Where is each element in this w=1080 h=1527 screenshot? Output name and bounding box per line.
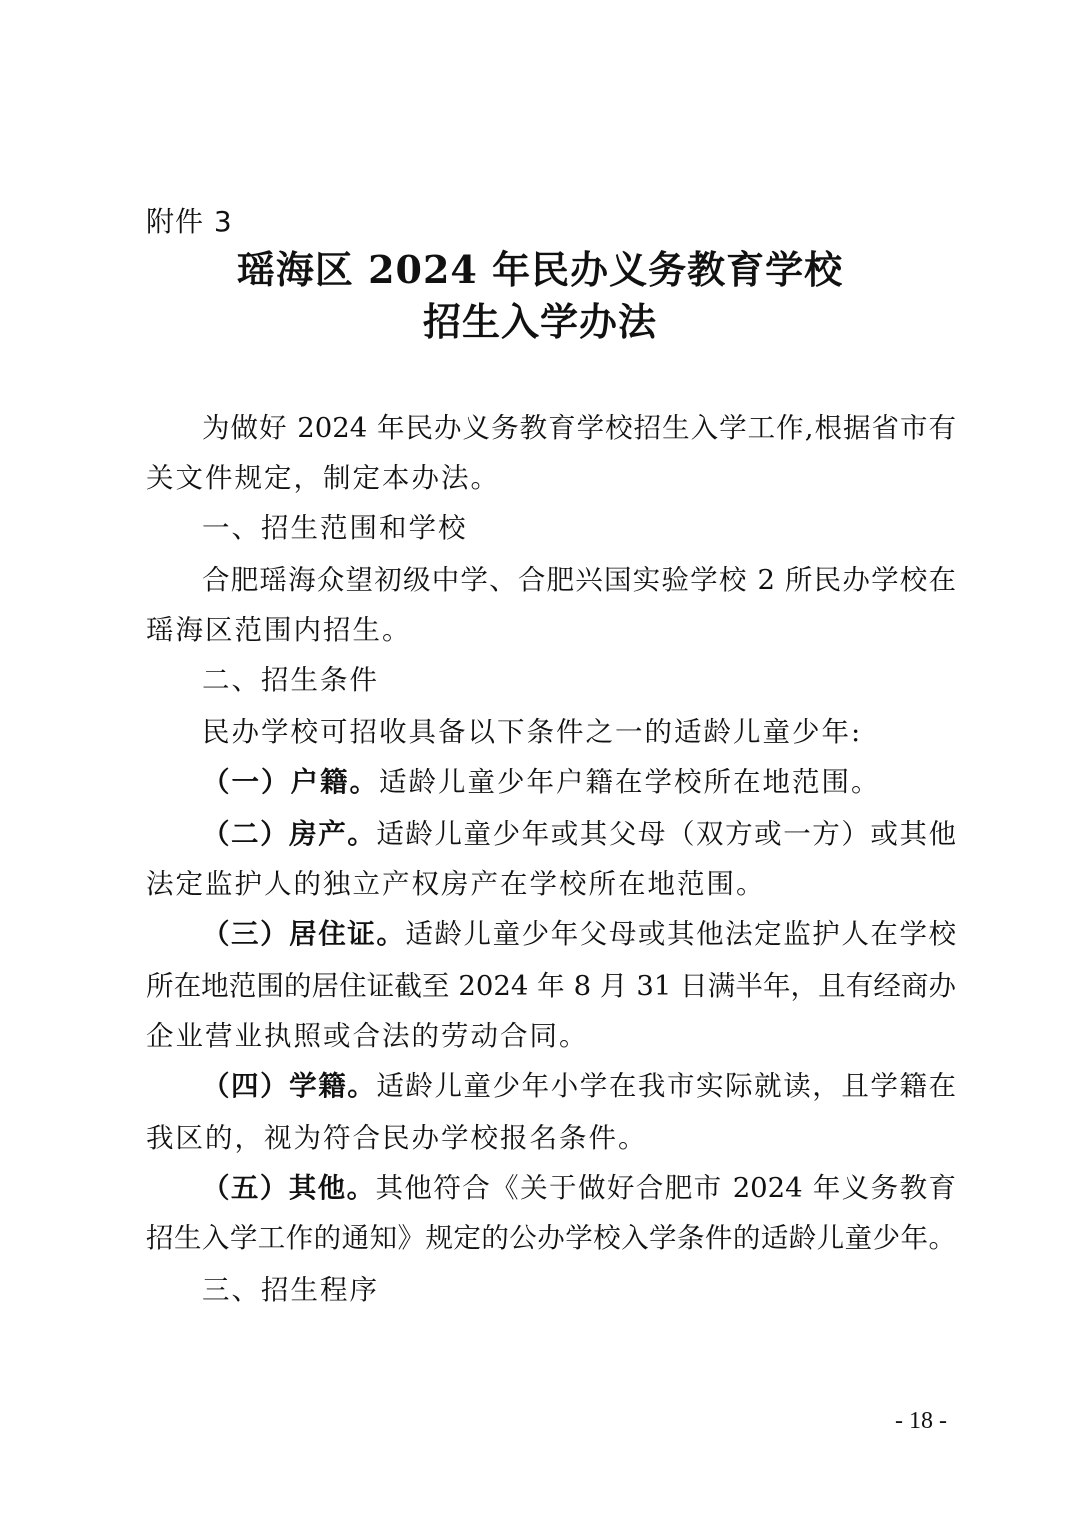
document-title-line-1: 瑶海区 2024 年民办义务教育学校 [236, 247, 844, 292]
condition-item-3-line-1 [146, 914, 956, 954]
condition-item-3-line-2: 所在地范围的居住证截至 2024 年 8 月 31 日满半年，且有经商办 [146, 970, 956, 1002]
condition-item-5-label: （五）其他。 [202, 1172, 376, 1204]
condition-item-2-line-2: 法定监护人的独立产权房产在学校所在地范围。 [146, 868, 766, 900]
condition-item-5-line-2: 招生入学工作的通知》规定的公办学校入学条件的适龄儿童少年。 [146, 1222, 956, 1254]
condition-item-1-text: 适龄儿童少年户籍在学校所在地范围。 [379, 766, 881, 798]
section-3-heading: 三、招生程序 [202, 1274, 379, 1306]
section-1-paragraph-line-1: 合肥瑶海众望初级中学、合肥兴国实验学校 2 所民办学校在 [202, 564, 956, 596]
condition-item-3-line-3: 企业营业执照或合法的劳动合同。 [146, 1020, 589, 1052]
page-number: - 18 - [895, 1408, 947, 1434]
condition-item-3-label: （三）居住证。 [202, 918, 406, 950]
condition-item-4-line-1 [146, 1066, 956, 1106]
condition-item-1-label: （一）户籍。 [202, 766, 379, 798]
condition-item-1 [146, 762, 956, 802]
document-title-line-2: 招生入学办法 [422, 299, 657, 344]
condition-item-4-line-2: 我区的，视为符合民办学校报名条件。 [146, 1122, 648, 1154]
section-1-paragraph-line-2: 瑶海区范围内招生。 [146, 614, 412, 646]
condition-item-2-label: （二）房产。 [202, 818, 377, 850]
condition-item-5-line-1 [146, 1168, 956, 1208]
condition-item-3-text-1: 适龄儿童少年父母或其他法定监护人在学校 [405, 918, 957, 950]
attachment-label: 附件 3 [146, 205, 233, 238]
condition-item-4-text-1: 适龄儿童少年小学在我市实际就读，且学籍在 [376, 1070, 957, 1102]
condition-item-2-text-1: 适龄儿童少年或其父母（双方或一方）或其他 [376, 818, 957, 850]
condition-item-4-label: （四）学籍。 [202, 1070, 377, 1102]
condition-item-2-line-1 [146, 814, 956, 854]
intro-paragraph-line-1: 为做好 2024 年民办义务教育学校招生入学工作,根据省市有 [202, 412, 956, 444]
section-2-intro: 民办学校可招收具备以下条件之一的适龄儿童少年: [202, 716, 863, 748]
condition-item-5-text-1: 其他符合《关于做好合肥市 2024 年义务教育 [375, 1172, 957, 1204]
section-2-heading: 二、招生条件 [202, 664, 379, 696]
intro-paragraph-line-2: 关文件规定，制定本办法。 [146, 462, 500, 494]
section-1-heading: 一、招生范围和学校 [202, 512, 468, 544]
